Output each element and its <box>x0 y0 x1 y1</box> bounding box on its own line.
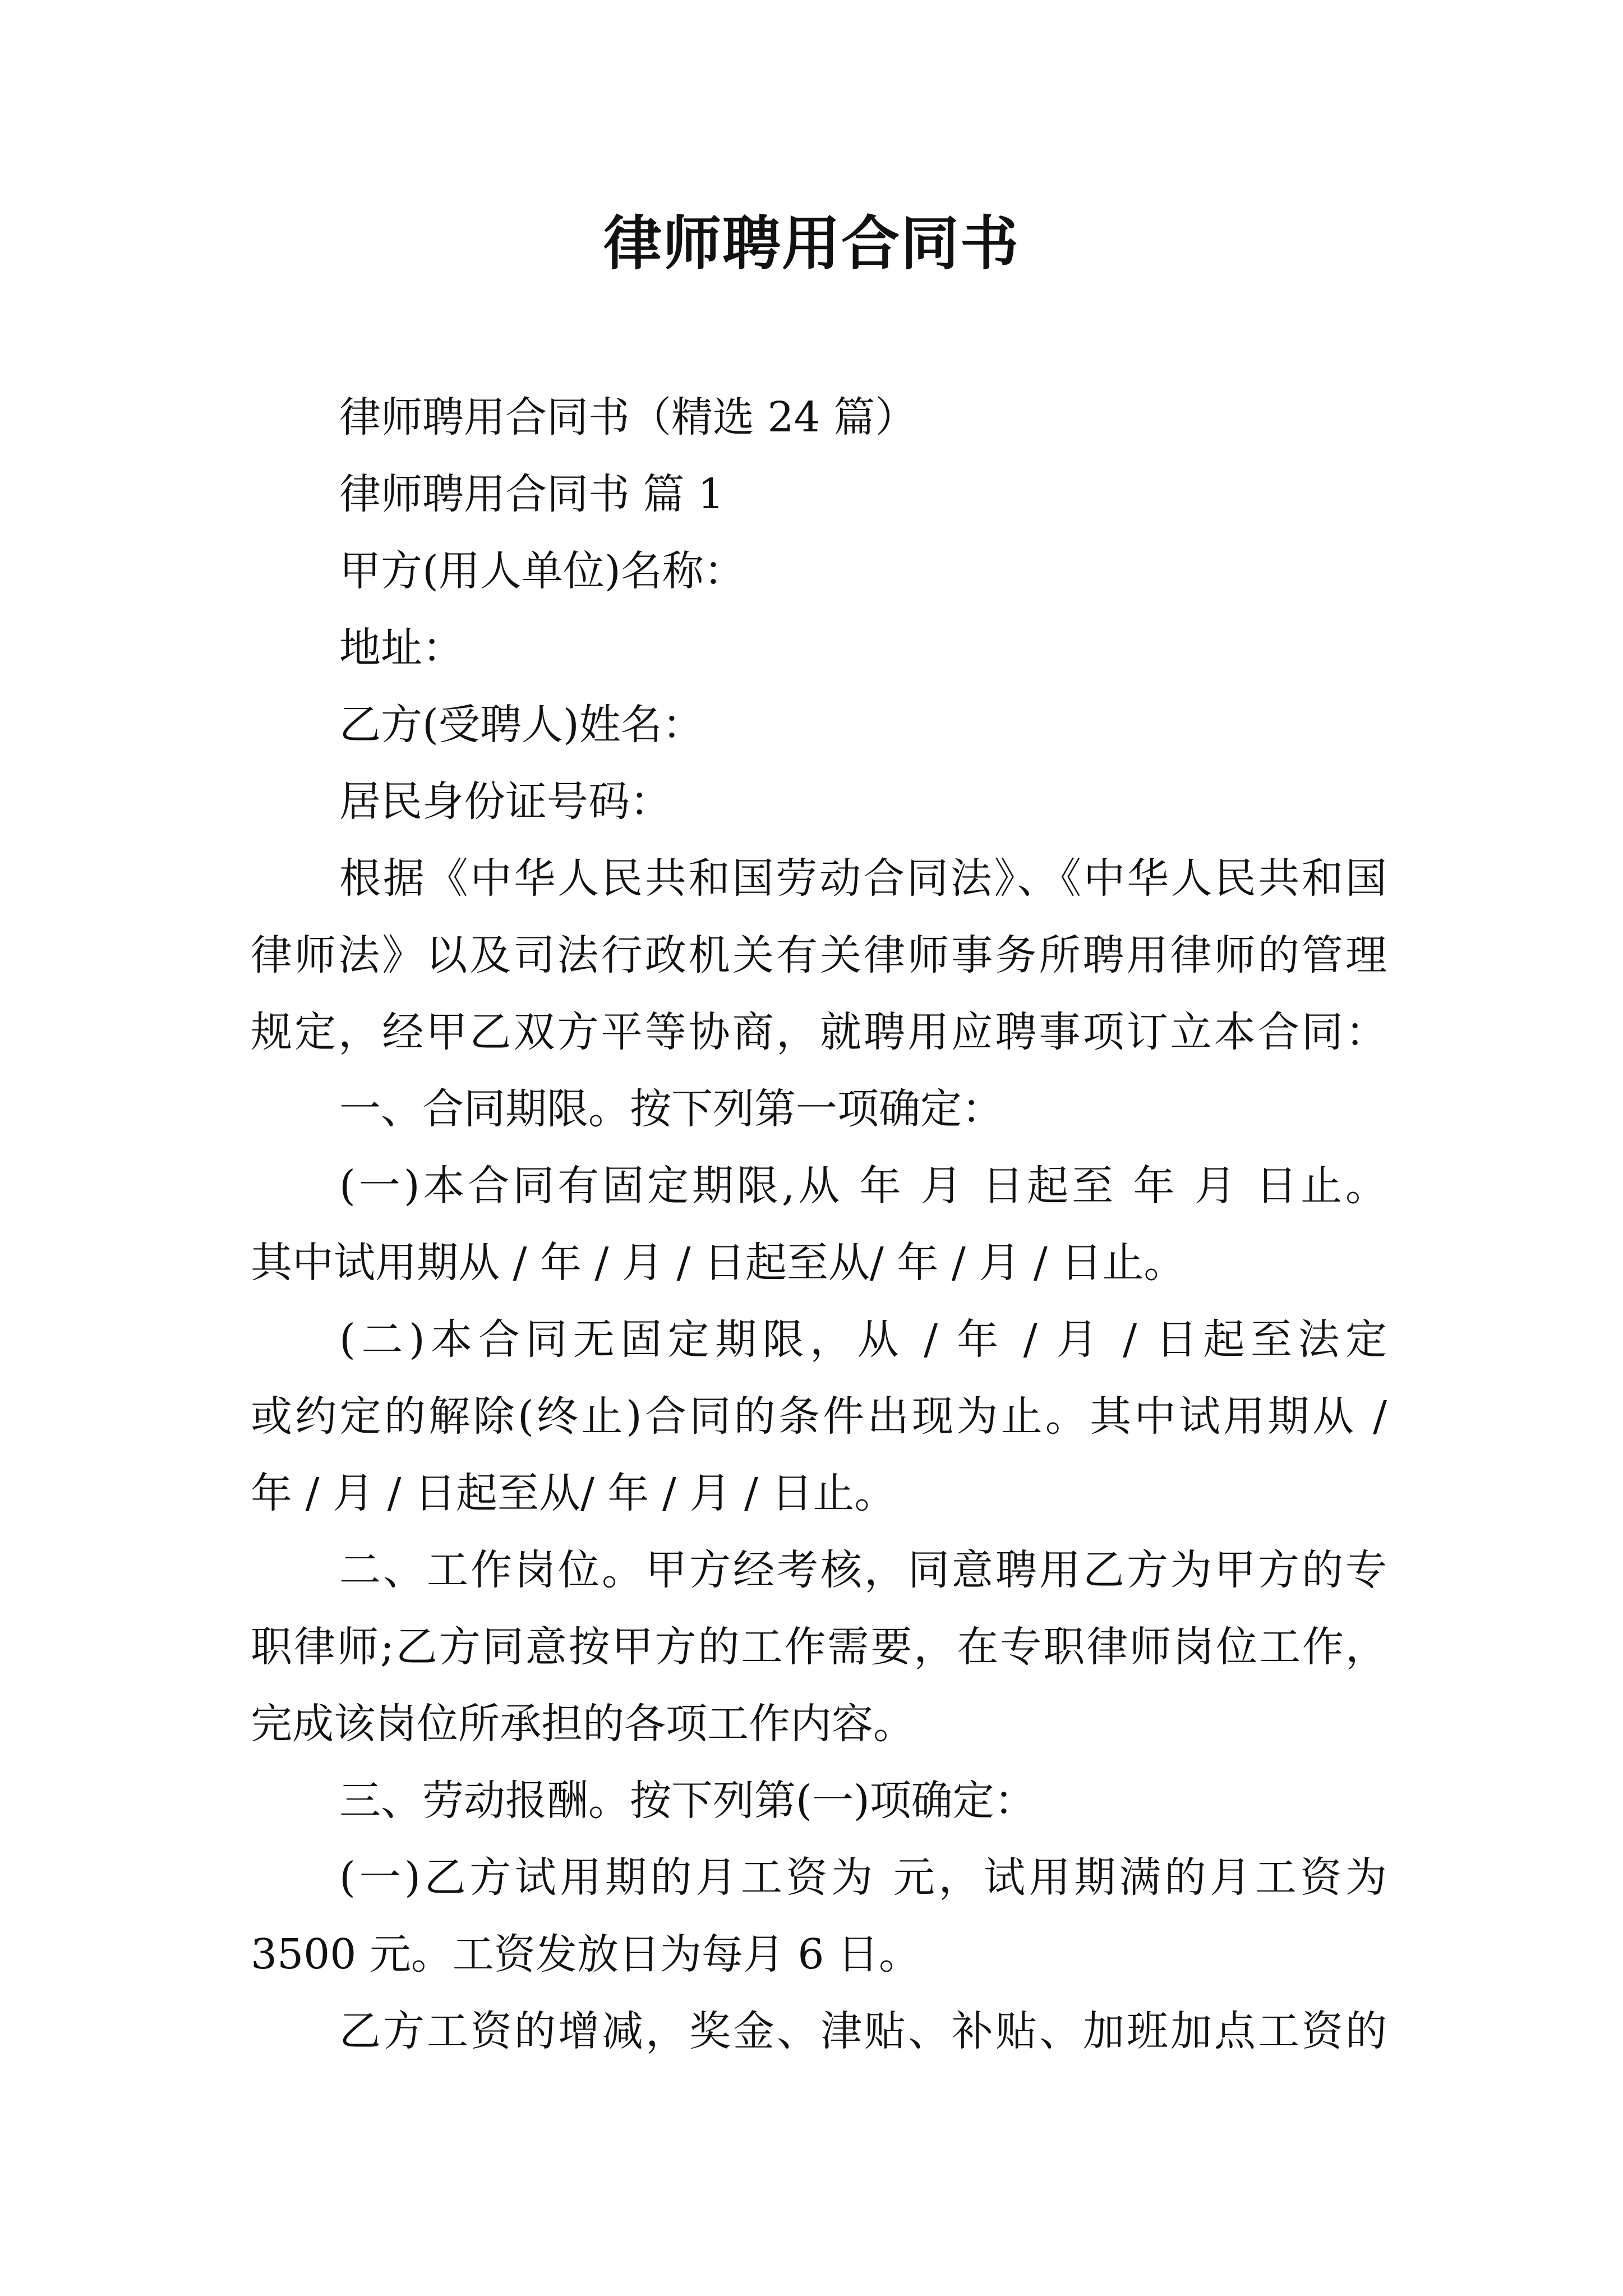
paragraph-line: 或约定的解除(终止)合同的条件出现为止。其中试用期从 / <box>251 1392 1387 1441</box>
paragraph-line: 根据《中华人民共和国劳动合同法》、《中华人民共和国 <box>339 854 1387 903</box>
paragraph-line: 完成该岗位所承担的各项工作内容。 <box>251 1700 915 1748</box>
paragraph-line: 其中试用期从 / 年 / 月 / 日起至从/ 年 / 月 / 日止。 <box>251 1239 1186 1287</box>
paragraph-line: (一)本合同有固定期限,从 年 月 日起至 年 月 日止。 <box>339 1162 1387 1210</box>
paragraph-line: (一)乙方试用期的月工资为 元，试用期满的月工资为 <box>339 1853 1387 1902</box>
paragraph-line: 甲方(用人单位)名称： <box>339 547 745 595</box>
paragraph-line: 律师聘用合同书（精选 24 篇） <box>339 393 917 441</box>
paragraph-line: (二)本合同无固定期限，从 / 年 / 月 / 日起至法定 <box>339 1315 1387 1364</box>
document-body <box>251 379 1387 2070</box>
paragraph-line: 二、工作岗位。甲方经考核，同意聘用乙方为甲方的专 <box>339 1546 1387 1594</box>
paragraph-line: 3500 元。工资发放日为每月 6 日。 <box>251 1930 920 1978</box>
paragraph-line: 一、合同期限。按下列第一项确定： <box>339 1085 1003 1133</box>
paragraph-line: 年 / 月 / 日起至从/ 年 / 月 / 日止。 <box>251 1469 896 1517</box>
paragraph-line: 乙方(受聘人)姓名： <box>339 701 704 749</box>
paragraph-line: 乙方工资的增减，奖金、津贴、补贴、加班加点工资的 <box>339 2007 1387 2055</box>
paragraph-line: 三、劳动报酬。按下列第(一)项确定： <box>339 1777 1036 1825</box>
paragraph-line: 规定，经甲乙双方平等协商，就聘用应聘事项订立本合同： <box>251 1008 1387 1056</box>
document-title: 律师聘用合同书 <box>603 209 1020 278</box>
paragraph-line: 居民身份证号码： <box>339 777 671 826</box>
paragraph-line: 职律师;乙方同意按甲方的工作需要，在专职律师岗位工作， <box>251 1623 1387 1671</box>
paragraph-line: 律师聘用合同书 篇 1 <box>339 470 725 518</box>
paragraph-line: 地址： <box>339 624 464 672</box>
paragraph-line: 律师法》以及司法行政机关有关律师事务所聘用律师的管理 <box>251 931 1387 979</box>
